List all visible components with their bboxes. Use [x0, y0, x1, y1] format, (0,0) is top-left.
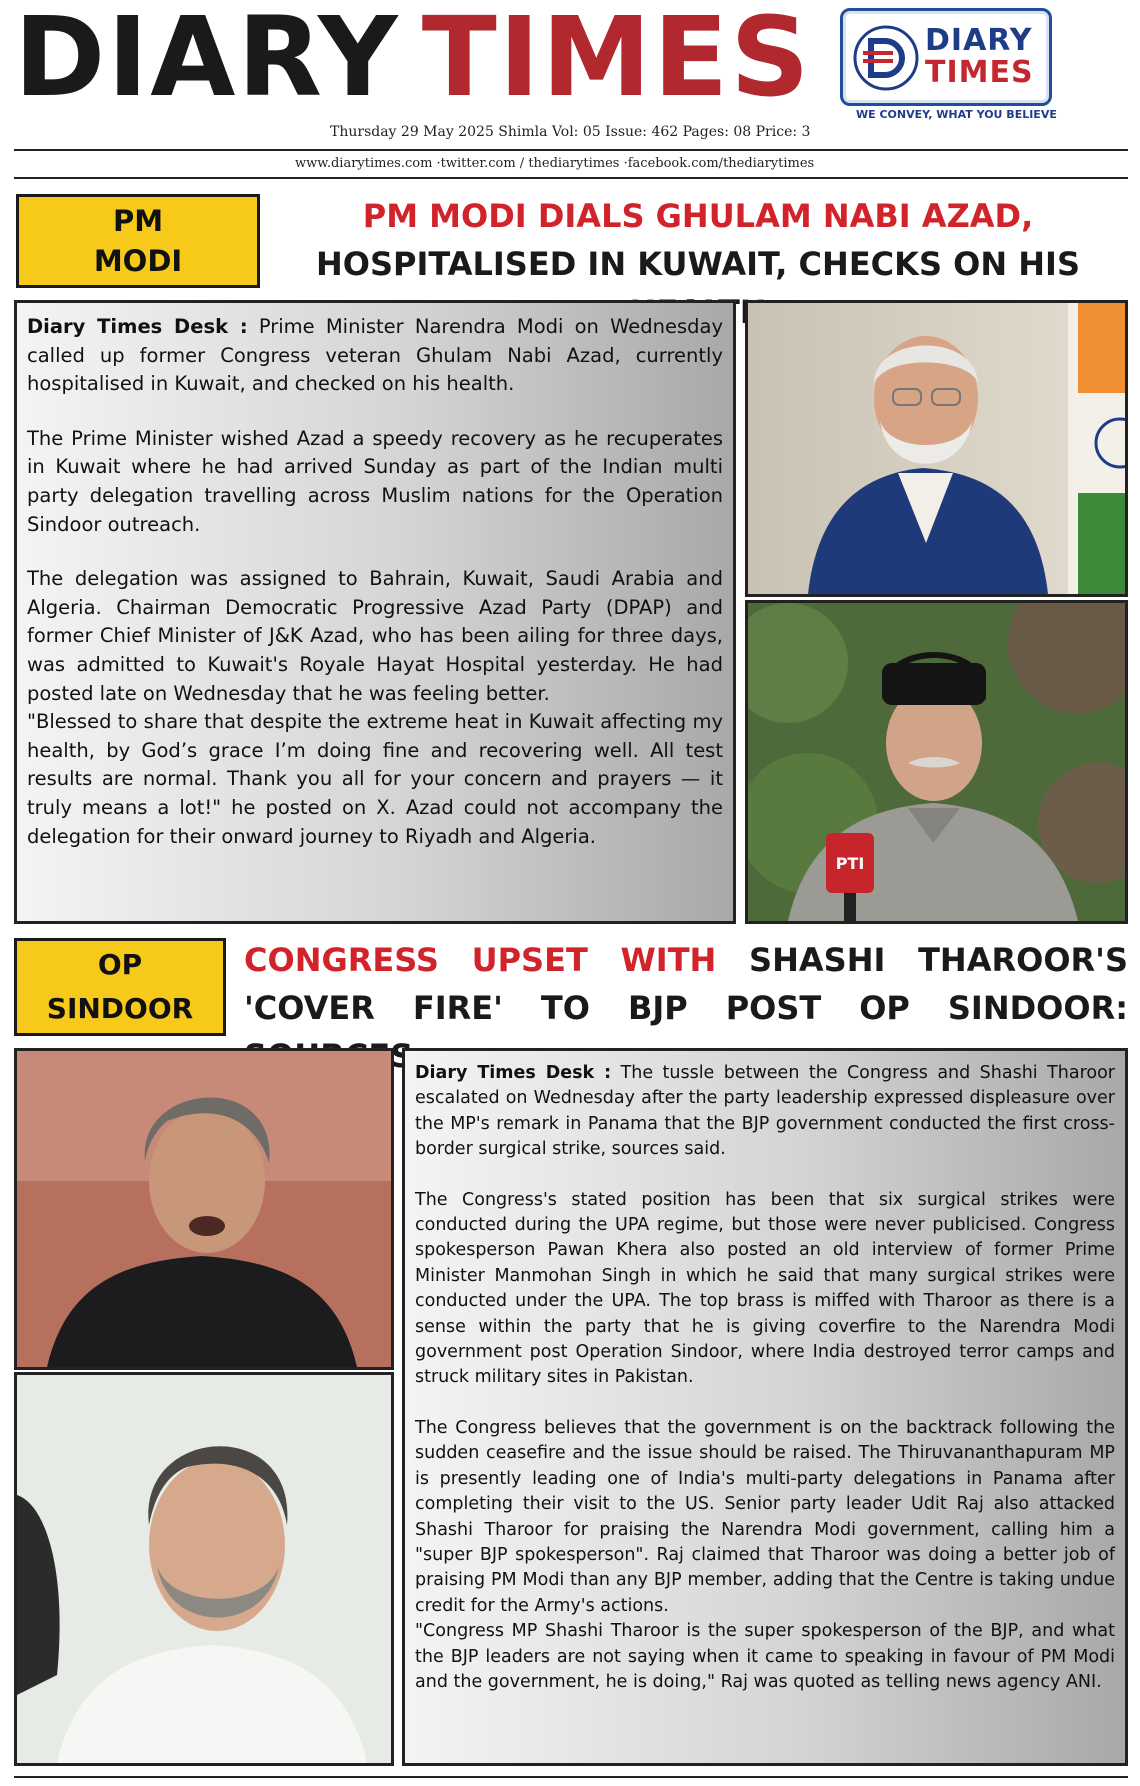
tag-line-1: OP [97, 948, 143, 981]
issue-info-line: Thursday 29 May 2025 Shimla Vol: 05 Issue: 462 Pages: 08 Price: 3 [330, 124, 811, 140]
tag-line-2: SINDOOR [46, 992, 194, 1025]
story1-article-body [14, 300, 736, 924]
story1-paragraph-3: The delegation was assigned to Bahrain, Kuwait, Saudi Arabia and Algeria. Chairman Democratic Progressive Azad Party (DPAP) and former Chief Minister of J&K Azad, who has been ailing for three days, was admitted to Kuwait's Royale Hayat Hospital yesterday. He had posted late on Wednesday that he was feeling better. [27, 567, 723, 705]
rahul-portrait-image [17, 1375, 391, 1763]
logo-text-diary: DIARY [925, 23, 1033, 58]
story2-paragraph-4: "Congress MP Shashi Tharoor is the super spokesperson of the BJP, and what the BJP leaders are not saying when it came to speaking in favour of PM Modi and the government, he is doing," Raj was quoted as telling news agency ANI. [415, 1621, 1115, 1692]
section-tag-pm-modi [16, 194, 260, 288]
photo-rahul-gandhi [14, 1372, 394, 1766]
photo-shashi-tharoor [14, 1048, 394, 1370]
tag-line-1: PM [112, 204, 164, 238]
page-bottom-rule [14, 1776, 1128, 1778]
title-word-times: TIMES [421, 0, 812, 121]
photo-narendra-modi [745, 300, 1128, 597]
photo-ghulam-nabi-azad [745, 600, 1128, 924]
logo-d-mark-icon [853, 25, 919, 91]
story1-paragraph-2: The Prime Minister wished Azad a speedy recovery as he recuperates in Kuwait where he had arrived Sunday as part of the Indian multi party delegation travelling across Muslim nations for the Operation Sindoor outreach. [27, 426, 723, 536]
story2-paragraph-2: The Congress's stated position has been that six surgical strikes were conducted during the UPA regime, but those were never publicised. Congress spokesperson Pawan Khera also posted an old interview of former Prime Minister Manmohan Singh in which he said that many surgical strikes were conducted under the UPA. The top brass is miffed with Tharoor as there is a sense within the party that he is giving coverfire to the Narendra Modi government post Operation Sindoor, where India destroyed terror camps and struck military sites in Pakistan. [415, 1189, 1115, 1388]
masthead [0, 0, 1140, 140]
title-word-diary: DIARY [14, 0, 400, 121]
logo-text-times: TIMES [925, 55, 1034, 90]
story1-headline-rest: HOSPITALISED IN KUWAIT, CHECKS ON HIS [316, 245, 1080, 283]
story2-paragraph-1 [415, 1061, 1115, 1163]
azad-portrait-image [748, 603, 1125, 921]
story2-headline-rest: SHASHI THAROOR'S 'COVER FIRE' TO BJP POST OP SINDOOR: [244, 941, 1129, 1027]
tharoor-portrait-image [17, 1051, 391, 1367]
newspaper-title [14, 0, 812, 121]
story1-paragraph-1 [27, 313, 723, 399]
diary-times-logo [840, 8, 1052, 106]
story1-desk-label: Diary Times Desk : [27, 315, 248, 338]
story1-paragraph-4: "Blessed to share that despite the extreme heat in Kuwait affecting my health, by God’s grace I’m doing fine and recovering well. All test results are normal. Thank you all for your concern and prayers — it truly means a lot!" he posted on X. Azad could not accompany the delegation for their onward journey to Riyadh and Algeria. [27, 710, 723, 848]
story2-paragraph-3: The Congress believes that the government is on the backtrack following the sudden ceasefire and the issue should be raised. The Thiruvananthapuram MP is presently leading one of India's multi-party delegations in Panama after completing their visit to the US. Senior party leader Udit Raj also attacked Shashi Tharoor for praising the Narendra Modi government, calling him a "super BJP spokesperson". Raj claimed that Tharoor was doing a better job of praising PM Modi than any BJP member, adding that the Centre is taking undue credit for the Army's actions. [415, 1417, 1115, 1616]
masthead-bottom-rule [14, 177, 1128, 179]
story1-headline-highlight: PM MODI DIALS GHULAM NABI AZAD, [362, 197, 1034, 235]
logo-tagline: WE CONVEY, WHAT YOU BELIEVE [856, 108, 1057, 121]
story1-paragraph-1-text: Prime Minister Narendra Modi on Wednesday called up former Congress veteran Ghulam Nabi Azad, currently hospitalised in Kuwait, and checked on his health. [27, 315, 723, 396]
modi-portrait-image [748, 303, 1125, 594]
tag-line-2: MODI [93, 244, 183, 278]
story2-desk-label: Diary Times Desk : [415, 1063, 612, 1083]
masthead-top-rule [14, 149, 1128, 151]
section-tag-op-sindoor [14, 938, 226, 1036]
mic-pti-label: PTI [835, 854, 865, 873]
web-links-line: www.diarytimes.com ·twitter.com / thediarytimes ·facebook.com/thediarytimes [295, 156, 815, 171]
story2-headline-highlight: CONGRESS UPSET WITH [244, 941, 717, 979]
story2-article-body [402, 1048, 1128, 1766]
story2-paragraph-1-text: The tussle between the Congress and Shashi Tharoor escalated on Wednesday after the party leadership expressed displeasure over the MP's remark in Panama that the BJP government conducted the first cross-border surgical strike, sources said. [415, 1063, 1115, 1160]
